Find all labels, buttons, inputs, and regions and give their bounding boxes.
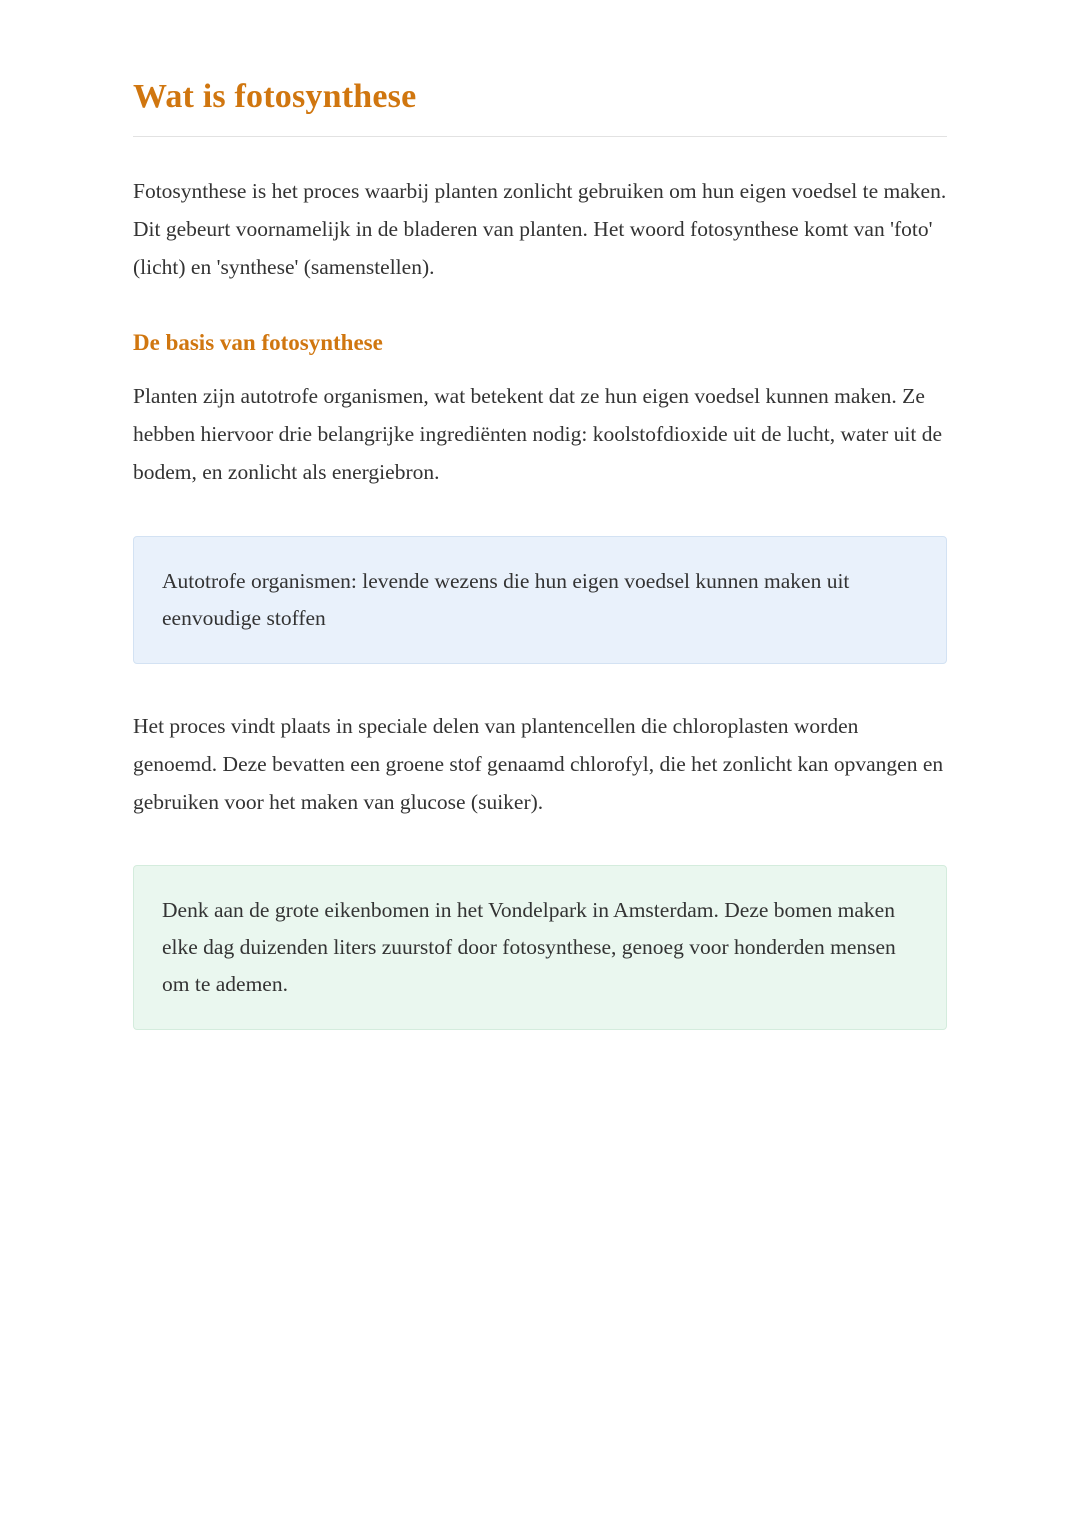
definition-callout bbox=[133, 536, 947, 664]
intro-paragraph: Fotosynthese is het proces waarbij planten zonlicht gebruiken om hun eigen voedsel te maken. Dit gebeurt voornamelijk in de bladeren van planten. Het woord fotosynthese komt van 'foto' (licht) en 'synthese' (samenstellen). bbox=[133, 179, 947, 279]
definition-callout-text: Autotrofe organismen: levende wezens die hun eigen voedsel kunnen maken uit eenvoudige stoffen bbox=[162, 568, 850, 630]
example-callout-text: Denk aan de grote eikenbomen in het Vondelpark in Amsterdam. Deze bomen maken elke dag duizenden liters zuurstof door fotosynthese, genoeg voor honderden mensen om te ademen. bbox=[162, 898, 896, 997]
section-paragraph-2: Het proces vindt plaats in speciale delen van plantencellen die chloroplasten worden genoemd. Deze bevatten een groene stof genaamd chlorofyl, die het zonlicht kan opvangen en gebruiken voor het maken van glucose (suiker). bbox=[133, 713, 944, 814]
section-heading: De basis van fotosynthese bbox=[133, 330, 383, 356]
title-divider bbox=[133, 136, 947, 137]
page-title: Wat is fotosynthese bbox=[133, 78, 417, 115]
section-paragraph-1: Planten zijn autotrofe organismen, wat betekent dat ze hun eigen voedsel kunnen maken. Ze hebben hiervoor drie belangrijke ingrediënten nodig: koolstofdioxide uit de lucht, water uit de bodem, en zonlicht als energiebron. bbox=[133, 384, 943, 485]
example-callout bbox=[133, 865, 947, 1030]
